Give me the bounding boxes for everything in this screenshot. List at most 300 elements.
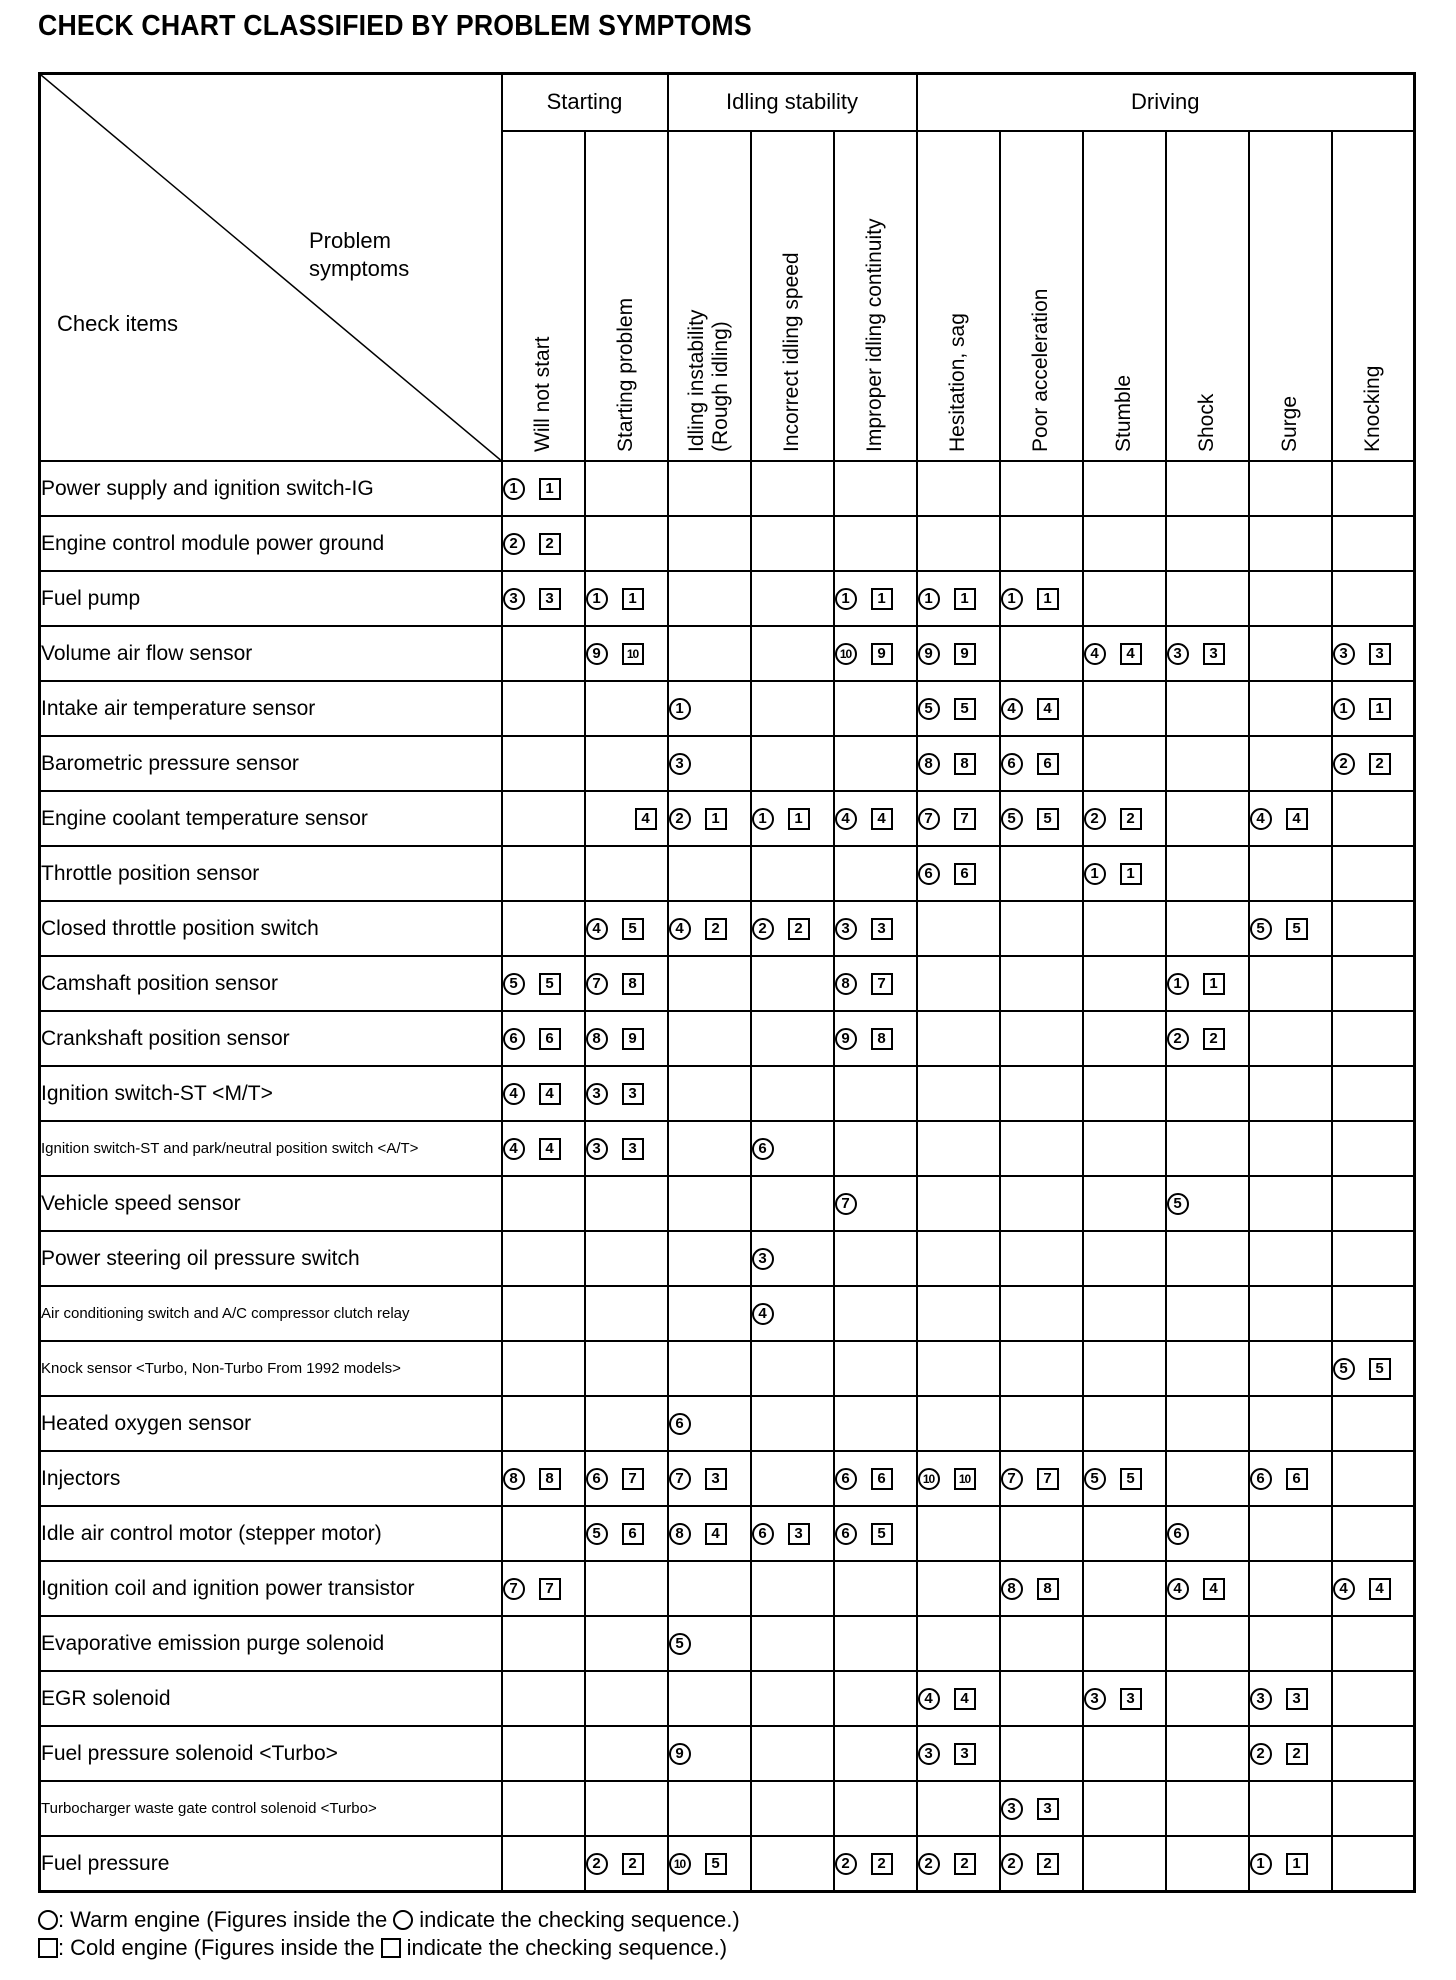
check-cell [751, 516, 834, 571]
check-cell [1083, 1726, 1166, 1781]
warm-sequence-circle-icon: 6 [1001, 753, 1023, 775]
check-cell [1166, 1616, 1249, 1671]
check-cell [1166, 681, 1249, 736]
check-cell [502, 571, 585, 626]
symptom-label [946, 313, 970, 452]
warm-sequence-circle-icon: 1 [1333, 698, 1355, 720]
legend-warm [38, 1906, 746, 1934]
cold-sequence-square-icon: 6 [871, 1468, 893, 1490]
cold-sequence-square-icon: 3 [871, 918, 893, 940]
cold-sequence-square-icon: 3 [1120, 1688, 1142, 1710]
warm-sequence-circle-icon: 8 [1001, 1578, 1023, 1600]
check-cell [1332, 1781, 1415, 1836]
check-cell [917, 1176, 1000, 1231]
warm-sequence-circle-icon: 2 [835, 1853, 857, 1875]
table-row [40, 736, 1415, 791]
check-item-label: Engine coolant temperature sensor [40, 791, 502, 846]
check-cell [668, 1836, 751, 1892]
check-cell [834, 1176, 917, 1231]
check-cell [1332, 461, 1415, 516]
check-cell [1083, 1231, 1166, 1286]
check-item-label: Idle air control motor (stepper motor) [40, 1506, 502, 1561]
warm-sequence-circle-icon: 4 [503, 1138, 525, 1160]
symptom-label-line: Starting problem [614, 297, 637, 452]
cold-sequence-square-icon: 4 [635, 808, 657, 830]
check-cell [834, 1836, 917, 1892]
check-cell [1000, 1396, 1083, 1451]
cold-sequence-square-icon: 1 [1203, 973, 1225, 995]
check-cell [1332, 1286, 1415, 1341]
warm-sequence-circle-icon: 4 [835, 808, 857, 830]
cold-sequence-square-icon: 7 [539, 1578, 561, 1600]
cold-sequence-square-icon: 7 [1037, 1468, 1059, 1490]
check-cell [751, 1671, 834, 1726]
warm-sequence-circle-icon: 8 [835, 973, 857, 995]
check-cell [502, 681, 585, 736]
check-cell [1249, 516, 1332, 571]
chart-body [40, 461, 1415, 1892]
check-cell [834, 1726, 917, 1781]
check-cell [585, 571, 668, 626]
warm-sequence-circle-icon: 4 [1084, 643, 1106, 665]
check-cell [834, 1121, 917, 1176]
check-cell [502, 1066, 585, 1121]
check-cell [668, 1561, 751, 1616]
check-cell [917, 1616, 1000, 1671]
check-cell [917, 1121, 1000, 1176]
warm-sequence-circle-icon: 4 [503, 1083, 525, 1105]
check-cell [1332, 1561, 1415, 1616]
check-cell [585, 1011, 668, 1066]
check-cell [502, 1121, 585, 1176]
check-cell [502, 1561, 585, 1616]
check-item-label: Closed throttle position switch [40, 901, 502, 956]
warm-sequence-circle-icon: 2 [1167, 1028, 1189, 1050]
cold-sequence-square-icon: 8 [871, 1028, 893, 1050]
cold-sequence-square-icon: 3 [788, 1523, 810, 1545]
check-cell [1000, 1231, 1083, 1286]
symptom-label [1112, 375, 1136, 452]
check-cell [751, 1286, 834, 1341]
warm-sequence-circle-icon: 2 [752, 918, 774, 940]
check-cell [1166, 1836, 1249, 1892]
check-cell [834, 791, 917, 846]
check-cell [834, 571, 917, 626]
check-cell [834, 1066, 917, 1121]
cold-sequence-square-icon: 1 [954, 588, 976, 610]
check-cell [834, 1396, 917, 1451]
check-cell [1166, 1726, 1249, 1781]
check-cell [834, 736, 917, 791]
check-cell [1083, 571, 1166, 626]
check-cell [917, 791, 1000, 846]
table-row [40, 1341, 1415, 1396]
check-cell [502, 846, 585, 901]
cold-sequence-square-icon: 5 [1037, 808, 1059, 830]
cold-sequence-square-icon: 5 [1369, 1358, 1391, 1380]
check-cell [502, 1671, 585, 1726]
cold-sequence-square-icon: 5 [954, 698, 976, 720]
check-cell [751, 1616, 834, 1671]
cold-sequence-square-icon: 1 [871, 588, 893, 610]
check-cell [585, 846, 668, 901]
check-cell [1000, 1011, 1083, 1066]
check-cell [1249, 956, 1332, 1011]
check-cell [751, 1396, 834, 1451]
warm-sequence-circle-icon: 8 [669, 1523, 691, 1545]
check-cell [502, 901, 585, 956]
cold-sequence-square-icon: 1 [1286, 1853, 1308, 1875]
cold-sequence-square-icon: 1 [705, 808, 727, 830]
check-cell [668, 1396, 751, 1451]
warm-sequence-circle-icon: 6 [918, 863, 940, 885]
check-cell [1000, 846, 1083, 901]
cold-sequence-square-icon: 9 [954, 643, 976, 665]
check-cell [668, 1726, 751, 1781]
check-cell [1166, 846, 1249, 901]
check-cell [585, 1836, 668, 1892]
check-cell [502, 1286, 585, 1341]
check-cell [502, 461, 585, 516]
check-cell [1249, 1506, 1332, 1561]
cold-sequence-square-icon: 2 [1203, 1028, 1225, 1050]
check-cell [1249, 1671, 1332, 1726]
check-cell [585, 681, 668, 736]
check-cell [585, 1286, 668, 1341]
table-row [40, 1176, 1415, 1231]
check-cell [834, 956, 917, 1011]
check-cell [668, 1011, 751, 1066]
check-cell [917, 461, 1000, 516]
symptom-header [917, 131, 1000, 461]
symptom-label [531, 336, 555, 452]
corner-check-items-label: Check items [57, 311, 179, 336]
check-cell [751, 1781, 834, 1836]
check-cell [585, 626, 668, 681]
check-cell [834, 1506, 917, 1561]
check-cell [1083, 1671, 1166, 1726]
symptom-label [1361, 366, 1385, 452]
warm-sequence-circle-icon: 5 [586, 1523, 608, 1545]
warm-sequence-circle-icon: 1 [586, 588, 608, 610]
check-cell [1249, 626, 1332, 681]
check-item-label: Throttle position sensor [40, 846, 502, 901]
check-cell [585, 1451, 668, 1506]
check-item-label: Knock sensor <Turbo, Non-Turbo From 1992 models> [40, 1341, 502, 1396]
cold-sequence-square-icon: 2 [1369, 753, 1391, 775]
warm-sequence-circle-icon: 3 [586, 1138, 608, 1160]
symptom-header [1083, 131, 1166, 461]
check-cell [1000, 461, 1083, 516]
check-cell [751, 846, 834, 901]
check-cell [834, 1561, 917, 1616]
check-cell [1000, 901, 1083, 956]
cold-sequence-square-icon: 2 [871, 1853, 893, 1875]
check-cell [1166, 1231, 1249, 1286]
check-item-label: Vehicle speed sensor [40, 1176, 502, 1231]
check-cell [917, 1836, 1000, 1892]
warm-sequence-circle-icon: 3 [503, 588, 525, 610]
check-cell [1249, 736, 1332, 791]
circle-icon [38, 1910, 58, 1930]
warm-sequence-circle-icon: 6 [752, 1138, 774, 1160]
table-row [40, 956, 1415, 1011]
cold-sequence-square-icon: 5 [622, 918, 644, 940]
check-item-label: Air conditioning switch and A/C compressor clutch relay [40, 1286, 502, 1341]
check-cell [502, 736, 585, 791]
cold-sequence-square-icon: 2 [1286, 1743, 1308, 1765]
check-cell [834, 516, 917, 571]
check-cell [1332, 1341, 1415, 1396]
warm-sequence-circle-icon: 1 [1084, 863, 1106, 885]
check-cell [917, 1451, 1000, 1506]
check-cell [1083, 516, 1166, 571]
cold-sequence-square-icon: 7 [954, 808, 976, 830]
check-cell [668, 516, 751, 571]
check-item-label: Ignition switch-ST <M/T> [40, 1066, 502, 1121]
check-cell [585, 1506, 668, 1561]
cold-sequence-square-icon: 1 [539, 478, 561, 500]
cold-sequence-square-icon: 5 [871, 1523, 893, 1545]
symptom-label-line: Shock [1195, 393, 1219, 452]
cold-sequence-square-icon: 5 [1120, 1468, 1142, 1490]
check-cell [585, 1066, 668, 1121]
symptom-header [668, 131, 751, 461]
corner-top-line1: Problem [309, 228, 391, 253]
warm-sequence-circle-icon: 2 [1001, 1853, 1023, 1875]
check-cell [1249, 1781, 1332, 1836]
check-cell [751, 1341, 834, 1396]
check-cell [668, 901, 751, 956]
check-cell [1083, 1506, 1166, 1561]
warm-sequence-circle-icon: 2 [1333, 753, 1355, 775]
check-cell [751, 571, 834, 626]
check-cell [1332, 1616, 1415, 1671]
table-row [40, 791, 1415, 846]
check-cell [751, 736, 834, 791]
check-cell [1166, 1561, 1249, 1616]
warm-sequence-circle-icon: 4 [918, 1688, 940, 1710]
table-row [40, 1231, 1415, 1286]
check-cell [751, 1726, 834, 1781]
check-cell [1332, 1451, 1415, 1506]
check-cell [502, 1836, 585, 1892]
cold-sequence-square-icon: 6 [1037, 753, 1059, 775]
check-cell [502, 1231, 585, 1286]
table-row [40, 516, 1415, 571]
check-cell [1166, 571, 1249, 626]
warm-sequence-circle-icon: 3 [1084, 1688, 1106, 1710]
check-cell [1000, 1176, 1083, 1231]
warm-sequence-circle-icon: 2 [1084, 808, 1106, 830]
warm-sequence-circle-icon: 1 [835, 588, 857, 610]
symptom-label-line: Surge [1278, 395, 1302, 452]
check-cell [502, 1011, 585, 1066]
cold-sequence-square-icon: 3 [622, 1138, 644, 1160]
check-cell [1166, 1286, 1249, 1341]
check-cell [502, 1616, 585, 1671]
check-cell [1000, 1561, 1083, 1616]
group-header: Starting [502, 74, 668, 131]
page-title: CHECK CHART CLASSIFIED BY PROBLEM SYMPTOMS [38, 10, 752, 42]
check-cell [1249, 1121, 1332, 1176]
warm-sequence-circle-icon: 4 [752, 1303, 774, 1325]
table-row [40, 571, 1415, 626]
check-cell [1166, 1396, 1249, 1451]
check-item-label: Ignition coil and ignition power transistor [40, 1561, 502, 1616]
cold-sequence-square-icon: 10 [622, 643, 644, 665]
check-cell [751, 1066, 834, 1121]
warm-sequence-circle-icon: 8 [503, 1468, 525, 1490]
cold-sequence-square-icon: 6 [622, 1523, 644, 1545]
warm-sequence-circle-icon: 10 [835, 643, 857, 665]
check-cell [1332, 516, 1415, 571]
check-cell [751, 901, 834, 956]
check-cell [1249, 1451, 1332, 1506]
warm-sequence-circle-icon: 6 [669, 1413, 691, 1435]
cold-sequence-square-icon: 6 [539, 1028, 561, 1050]
table-row [40, 1066, 1415, 1121]
check-cell [1083, 846, 1166, 901]
cold-sequence-square-icon: 3 [1286, 1688, 1308, 1710]
check-cell [668, 791, 751, 846]
warm-sequence-circle-icon: 3 [752, 1248, 774, 1270]
table-row [40, 1671, 1415, 1726]
check-cell [585, 1231, 668, 1286]
check-cell [1083, 1451, 1166, 1506]
check-cell [834, 681, 917, 736]
cold-sequence-square-icon: 2 [1037, 1853, 1059, 1875]
check-cell [1332, 571, 1415, 626]
warm-sequence-circle-icon: 5 [1167, 1193, 1189, 1215]
check-cell [834, 1451, 917, 1506]
warm-sequence-circle-icon: 1 [1167, 973, 1189, 995]
check-cell [917, 681, 1000, 736]
check-cell [917, 1396, 1000, 1451]
symptom-header [1249, 131, 1332, 461]
check-cell [834, 1671, 917, 1726]
cold-sequence-square-icon: 4 [705, 1523, 727, 1545]
check-cell [1332, 681, 1415, 736]
warm-sequence-circle-icon: 7 [918, 808, 940, 830]
check-cell [1249, 791, 1332, 846]
check-cell [585, 956, 668, 1011]
warm-sequence-circle-icon: 6 [1167, 1523, 1189, 1545]
check-cell [1332, 1726, 1415, 1781]
check-cell [917, 516, 1000, 571]
cold-sequence-square-icon: 8 [1037, 1578, 1059, 1600]
cold-sequence-square-icon: 3 [954, 1743, 976, 1765]
cold-sequence-square-icon: 3 [705, 1468, 727, 1490]
warm-sequence-circle-icon: 7 [586, 973, 608, 995]
check-cell [1249, 681, 1332, 736]
check-item-label: Fuel pump [40, 571, 502, 626]
warm-sequence-circle-icon: 6 [752, 1523, 774, 1545]
symptom-label [1195, 394, 1219, 452]
check-cell [751, 1451, 834, 1506]
check-cell [502, 1781, 585, 1836]
warm-sequence-circle-icon: 3 [669, 753, 691, 775]
check-cell [1332, 1231, 1415, 1286]
cold-sequence-square-icon: 3 [1037, 1798, 1059, 1820]
warm-sequence-circle-icon: 9 [918, 643, 940, 665]
symptom-header [1166, 131, 1249, 461]
check-cell [1249, 1231, 1332, 1286]
cold-sequence-square-icon: 4 [1369, 1578, 1391, 1600]
check-cell [1332, 1121, 1415, 1176]
symptom-label [685, 310, 733, 452]
cold-sequence-square-icon: 2 [705, 918, 727, 940]
check-cell [751, 1561, 834, 1616]
check-cell [1000, 736, 1083, 791]
check-cell [585, 1121, 668, 1176]
check-cell [1166, 901, 1249, 956]
cold-sequence-square-icon: 1 [622, 588, 644, 610]
symptom-header [502, 131, 585, 461]
cold-sequence-square-icon: 1 [788, 808, 810, 830]
check-cell [1332, 1506, 1415, 1561]
warm-sequence-circle-icon: 5 [1250, 918, 1272, 940]
check-cell [1000, 1726, 1083, 1781]
legend-cold-colon: : [58, 1935, 65, 1960]
check-cell [917, 626, 1000, 681]
check-item-label: Power supply and ignition switch-IG [40, 461, 502, 516]
legend-warm-colon: : [58, 1907, 65, 1932]
symptom-header [1000, 131, 1083, 461]
check-cell [668, 1451, 751, 1506]
check-cell [917, 1506, 1000, 1561]
symptom-label-line: Hesitation, sag [946, 313, 970, 452]
check-cell [1332, 1066, 1415, 1121]
symptom-label [1278, 396, 1302, 452]
check-item-label: Power steering oil pressure switch [40, 1231, 502, 1286]
warm-sequence-circle-icon: 8 [586, 1028, 608, 1050]
cold-sequence-square-icon: 2 [788, 918, 810, 940]
warm-sequence-circle-icon: 5 [918, 698, 940, 720]
warm-sequence-circle-icon: 3 [1167, 643, 1189, 665]
check-cell [1083, 901, 1166, 956]
check-cell [1000, 516, 1083, 571]
check-cell [1083, 1341, 1166, 1396]
symptom-label-line: Stumble [1112, 374, 1136, 452]
corner-top-line2: symptoms [309, 256, 410, 281]
check-cell [917, 736, 1000, 791]
cold-sequence-square-icon: 4 [539, 1083, 561, 1105]
check-cell [1000, 626, 1083, 681]
check-cell [1000, 681, 1083, 736]
check-cell [1332, 791, 1415, 846]
check-cell [751, 1176, 834, 1231]
check-item-label: Fuel pressure [40, 1836, 502, 1892]
check-cell [1083, 1176, 1166, 1231]
warm-sequence-circle-icon: 2 [669, 808, 691, 830]
check-cell [1249, 1286, 1332, 1341]
circle-icon [393, 1910, 413, 1930]
cold-sequence-square-icon: 10 [954, 1468, 976, 1490]
check-cell [1332, 1671, 1415, 1726]
check-cell [585, 1176, 668, 1231]
legend [38, 1906, 746, 1962]
check-cell [668, 461, 751, 516]
check-cell [1332, 1836, 1415, 1892]
check-cell [1249, 1836, 1332, 1892]
warm-sequence-circle-icon: 1 [669, 698, 691, 720]
check-cell [751, 1506, 834, 1561]
check-cell [917, 1781, 1000, 1836]
warm-sequence-circle-icon: 4 [1167, 1578, 1189, 1600]
symptom-header [834, 131, 917, 461]
check-cell [668, 1066, 751, 1121]
